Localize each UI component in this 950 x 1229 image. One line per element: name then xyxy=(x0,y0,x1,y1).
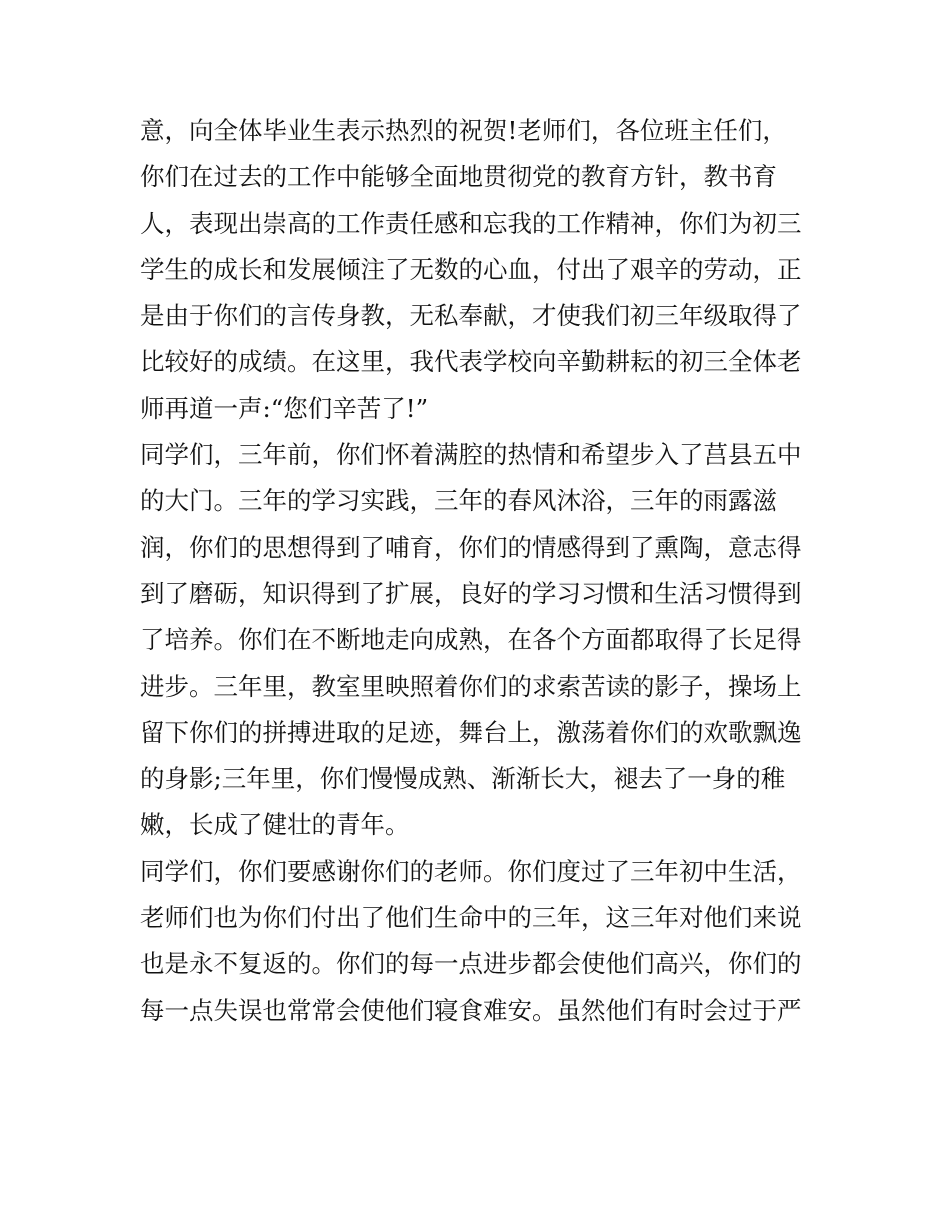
speech-text xyxy=(140,108,830,1034)
text-line: 润，你们的思想得到了哺育，你们的情感得到了熏陶，意志得 xyxy=(140,532,802,562)
text-line: 同学们，三年前，你们怀着满腔的热情和希望步入了莒县五中 xyxy=(140,440,802,470)
text-line: 人，表现出崇高的工作责任感和忘我的工作精神，你们为初三 xyxy=(140,208,802,238)
text-line: 到了磨砺，知识得到了扩展，良好的学习习惯和生活习惯得到 xyxy=(140,578,802,608)
text-line: 是由于你们的言传身教，无私奉献，才使我们初三年级取得了 xyxy=(140,301,802,331)
text-line: 了培养。你们在不断地走向成熟，在各个方面都取得了长足得 xyxy=(140,625,802,655)
text-line: 的身影;三年里，你们慢慢成熟、渐渐长大，褪去了一身的稚 xyxy=(140,764,786,794)
text-line: 你们在过去的工作中能够全面地贯彻党的教育方针，教书育 xyxy=(140,162,777,192)
text-line: 意，向全体毕业生表示热烈的祝贺!老师们，各位班主任们， xyxy=(140,116,787,145)
text-line: 比较好的成绩。在这里，我代表学校向辛勤耕耘的初三全体老 xyxy=(140,347,802,377)
text-line: 留下你们的拼搏进取的足迹，舞台上，激荡着你们的欢歌飘逸 xyxy=(140,717,802,747)
text-line: 也是永不复返的。你们的每一点进步都会使他们高兴，你们的 xyxy=(140,949,802,979)
text-line: 老师们也为你们付出了他们生命中的三年，这三年对他们来说 xyxy=(140,903,802,933)
text-line: 进步。三年里，教室里映照着你们的求索苦读的影子，操场上 xyxy=(140,671,802,701)
text-line: 学生的成长和发展倾注了无数的心血，付出了艰辛的劳动，正 xyxy=(140,254,802,284)
text-line: 每一点失误也常常会使他们寝食难安。虽然他们有时会过于严 xyxy=(140,995,802,1025)
text-line: 同学们，你们要感谢你们的老师。你们度过了三年初中生活， xyxy=(140,856,802,886)
text-line: 嫩，长成了健壮的青年。 xyxy=(140,810,410,840)
text-line: 的大门。三年的学习实践，三年的春风沐浴，三年的雨露滋 xyxy=(140,486,777,516)
text-line: 师再道一声:“您们辛苦了!” xyxy=(140,393,429,423)
